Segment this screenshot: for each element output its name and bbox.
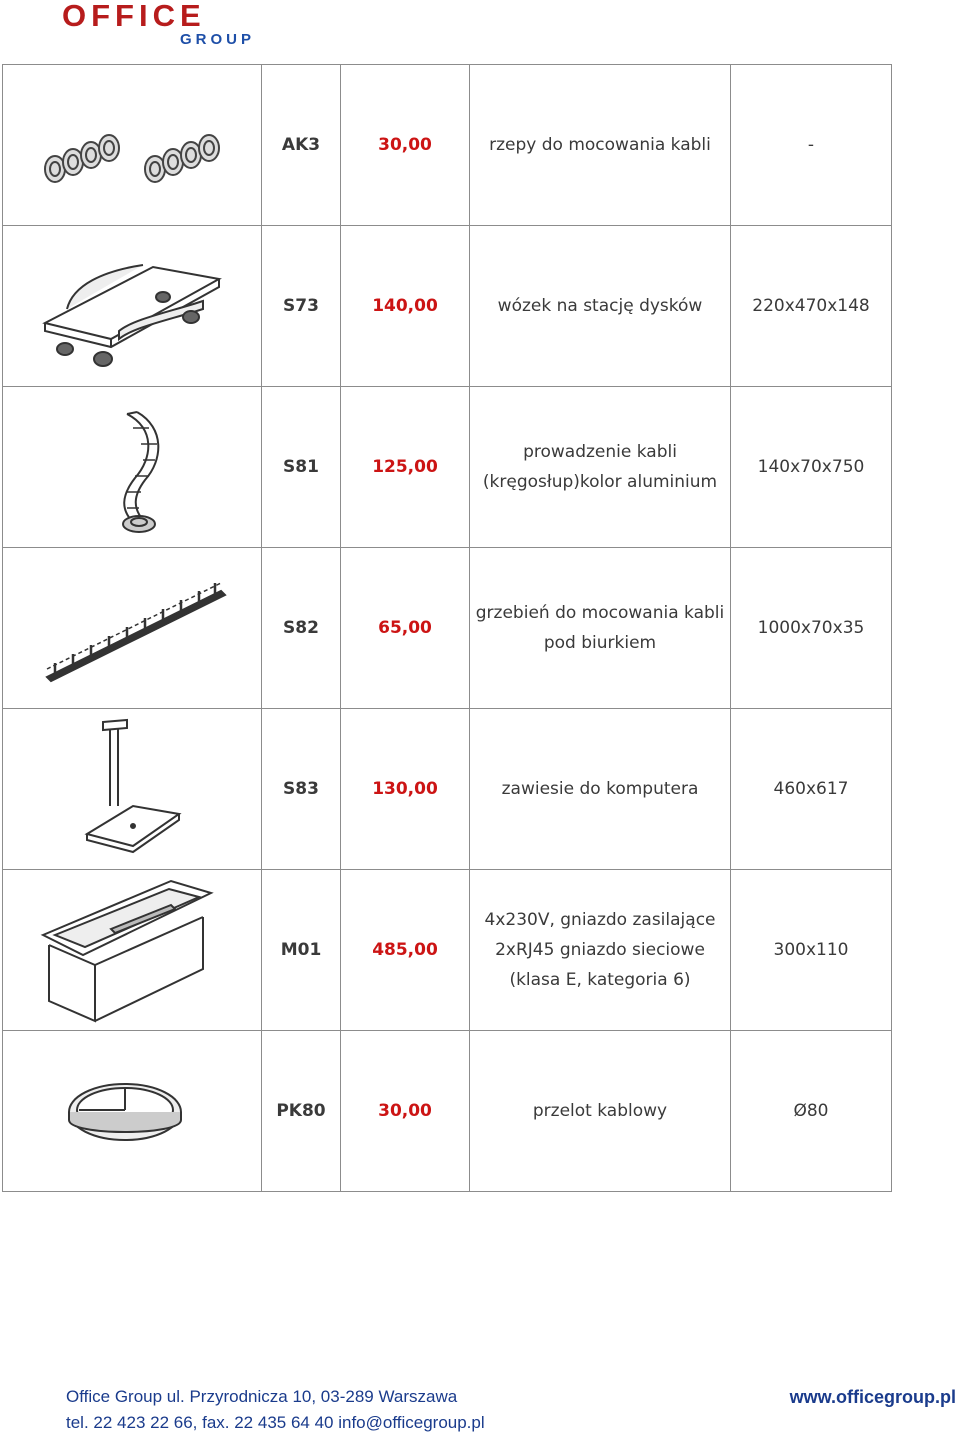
table-row (3, 226, 892, 387)
table-row (3, 709, 892, 870)
table-row (3, 65, 892, 226)
product-code: M01 (262, 870, 341, 1031)
product-image-cell (3, 1031, 262, 1192)
product-description: przelot kablowy (470, 1031, 731, 1192)
product-price: 130,00 (341, 709, 470, 870)
cable-clips-drawing (3, 66, 261, 224)
cable-comb-drawing (3, 549, 261, 707)
product-image-cell (3, 387, 262, 548)
logo-subtitle: GROUP (180, 31, 256, 48)
footer-phone-email: tel. 22 423 22 66, fax. 22 435 64 40 info@officegroup.pl (66, 1413, 485, 1432)
cable-grommet-drawing (3, 1032, 261, 1190)
product-table (2, 64, 892, 1192)
product-code: S82 (262, 548, 341, 709)
product-price: 30,00 (341, 65, 470, 226)
product-dimensions: - (731, 65, 892, 226)
product-dimensions: 1000x70x35 (731, 548, 892, 709)
footer-address: Office Group ul. Przyrodnicza 10, 03-289 Warszawa (66, 1387, 458, 1406)
product-price: 65,00 (341, 548, 470, 709)
media-box-drawing (3, 871, 261, 1029)
product-description: grzebień do mocowania kabli pod biurkiem (470, 548, 731, 709)
footer-contact (66, 1384, 485, 1436)
office-group-logo (62, 2, 284, 48)
product-image-cell (3, 870, 262, 1031)
product-image-cell (3, 548, 262, 709)
logo-wordmark: OFFICE (62, 0, 206, 33)
product-price: 30,00 (341, 1031, 470, 1192)
table-row (3, 548, 892, 709)
product-price: 485,00 (341, 870, 470, 1031)
table-row (3, 1031, 892, 1192)
product-price: 125,00 (341, 387, 470, 548)
product-dimensions: 140x70x750 (731, 387, 892, 548)
product-image-cell (3, 65, 262, 226)
footer-website-link[interactable]: www.officegroup.pl (789, 1387, 956, 1407)
cpu-trolley-drawing (3, 227, 261, 385)
product-description: prowadzenie kabli (kręgosłup)kolor aluminium (470, 387, 731, 548)
product-price: 140,00 (341, 226, 470, 387)
product-description: zawiesie do komputera (470, 709, 731, 870)
cable-spine-drawing (3, 388, 261, 546)
product-code: S83 (262, 709, 341, 870)
product-image-cell (3, 709, 262, 870)
product-dimensions: Ø80 (731, 1031, 892, 1192)
product-description: rzepy do mocowania kabli (470, 65, 731, 226)
product-dimensions: 300x110 (731, 870, 892, 1031)
product-description: wózek na stację dysków (470, 226, 731, 387)
table-row (3, 870, 892, 1031)
product-code: PK80 (262, 1031, 341, 1192)
product-image-cell (3, 226, 262, 387)
product-dimensions: 220x470x148 (731, 226, 892, 387)
product-description: 4x230V, gniazdo zasilające 2xRJ45 gniazdo sieciowe (klasa E, kategoria 6) (470, 870, 731, 1031)
product-dimensions: 460x617 (731, 709, 892, 870)
computer-hanger-drawing (3, 710, 261, 868)
product-code: S73 (262, 226, 341, 387)
table-row (3, 387, 892, 548)
product-code: S81 (262, 387, 341, 548)
product-code: AK3 (262, 65, 341, 226)
